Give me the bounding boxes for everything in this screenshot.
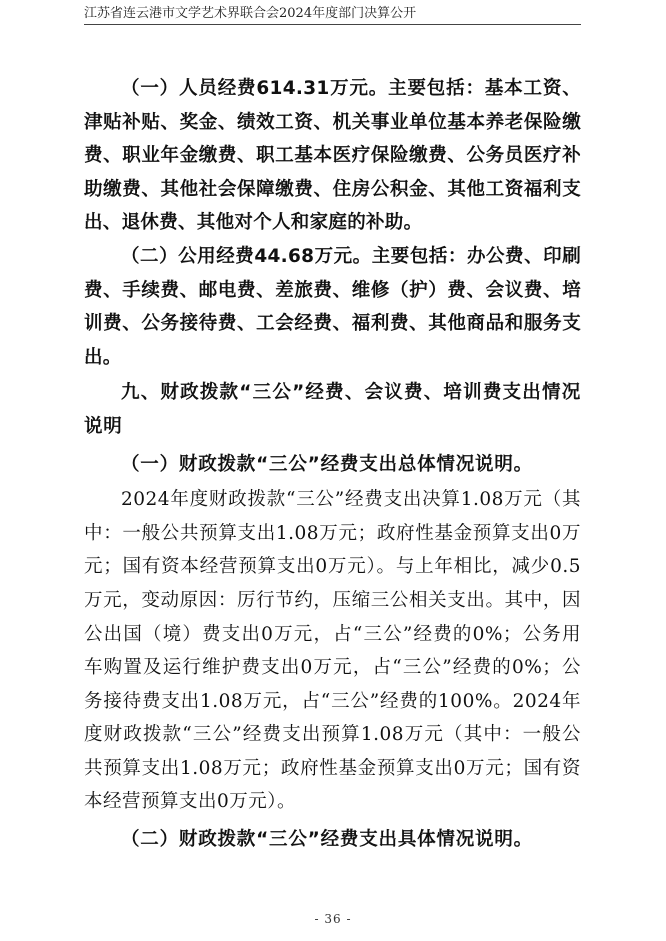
personnel-expense-paragraph: （一）人员经费614.31万元。主要包括：基本工资、津贴补贴、奖金、绩效工资、机关事业单位基本养老保险缴费、职业年金缴费、职工基本医疗保险缴费、公务员医疗补助缴费、其他社会保障缴费、住房公积金、其他工资福利支出、退休费、其他对个人和家庭的补助。	[84, 78, 581, 234]
header-rule	[84, 24, 581, 25]
page-number: - 36 -	[314, 912, 352, 926]
subsection-heading-specific: （二）财政拨款“三公”经费支出具体情况说明。	[121, 829, 533, 851]
three-public-overall-paragraph: 2024年度财政拨款“三公”经费支出决算1.08万元（其中：一般公共预算支出1.08万元；政府性基金预算支出0万元；国有资本经营预算支出0万元）。与上年相比，减少0.5万元，变动原因：厉行节约，压缩三公相关支出。其中，因公出国（境）费支出0万元，占“三公”经费的0%；公务用车购置及运行维护费支出0万元，占“三公”经费的0%；公务接待费支出1.08万元，占“三公”经费的100%。2024年度财政拨款“三公”经费支出预算1.08万元（其中：一般公共预算支出1.08万元；政府性基金预算支出0万元；国有资本经营预算支出0万元）。	[84, 489, 581, 813]
document-header: 江苏省连云港市文学艺术界联合会2024年度部门决算公开	[84, 6, 417, 21]
public-expense-paragraph: （二）公用经费44.68万元。主要包括：办公费、印刷费、手续费、邮电费、差旅费、维修（护）费、会议费、培训费、公务接待费、工会经费、福利费、其他商品和服务支出。	[84, 245, 581, 368]
document-body	[84, 72, 581, 859]
section-heading-nine: 九、财政拨款“三公”经费、会议费、培训费支出情况说明	[84, 382, 581, 437]
subsection-heading-overall: （一）财政拨款“三公”经费支出总体情况说明。	[121, 453, 533, 475]
